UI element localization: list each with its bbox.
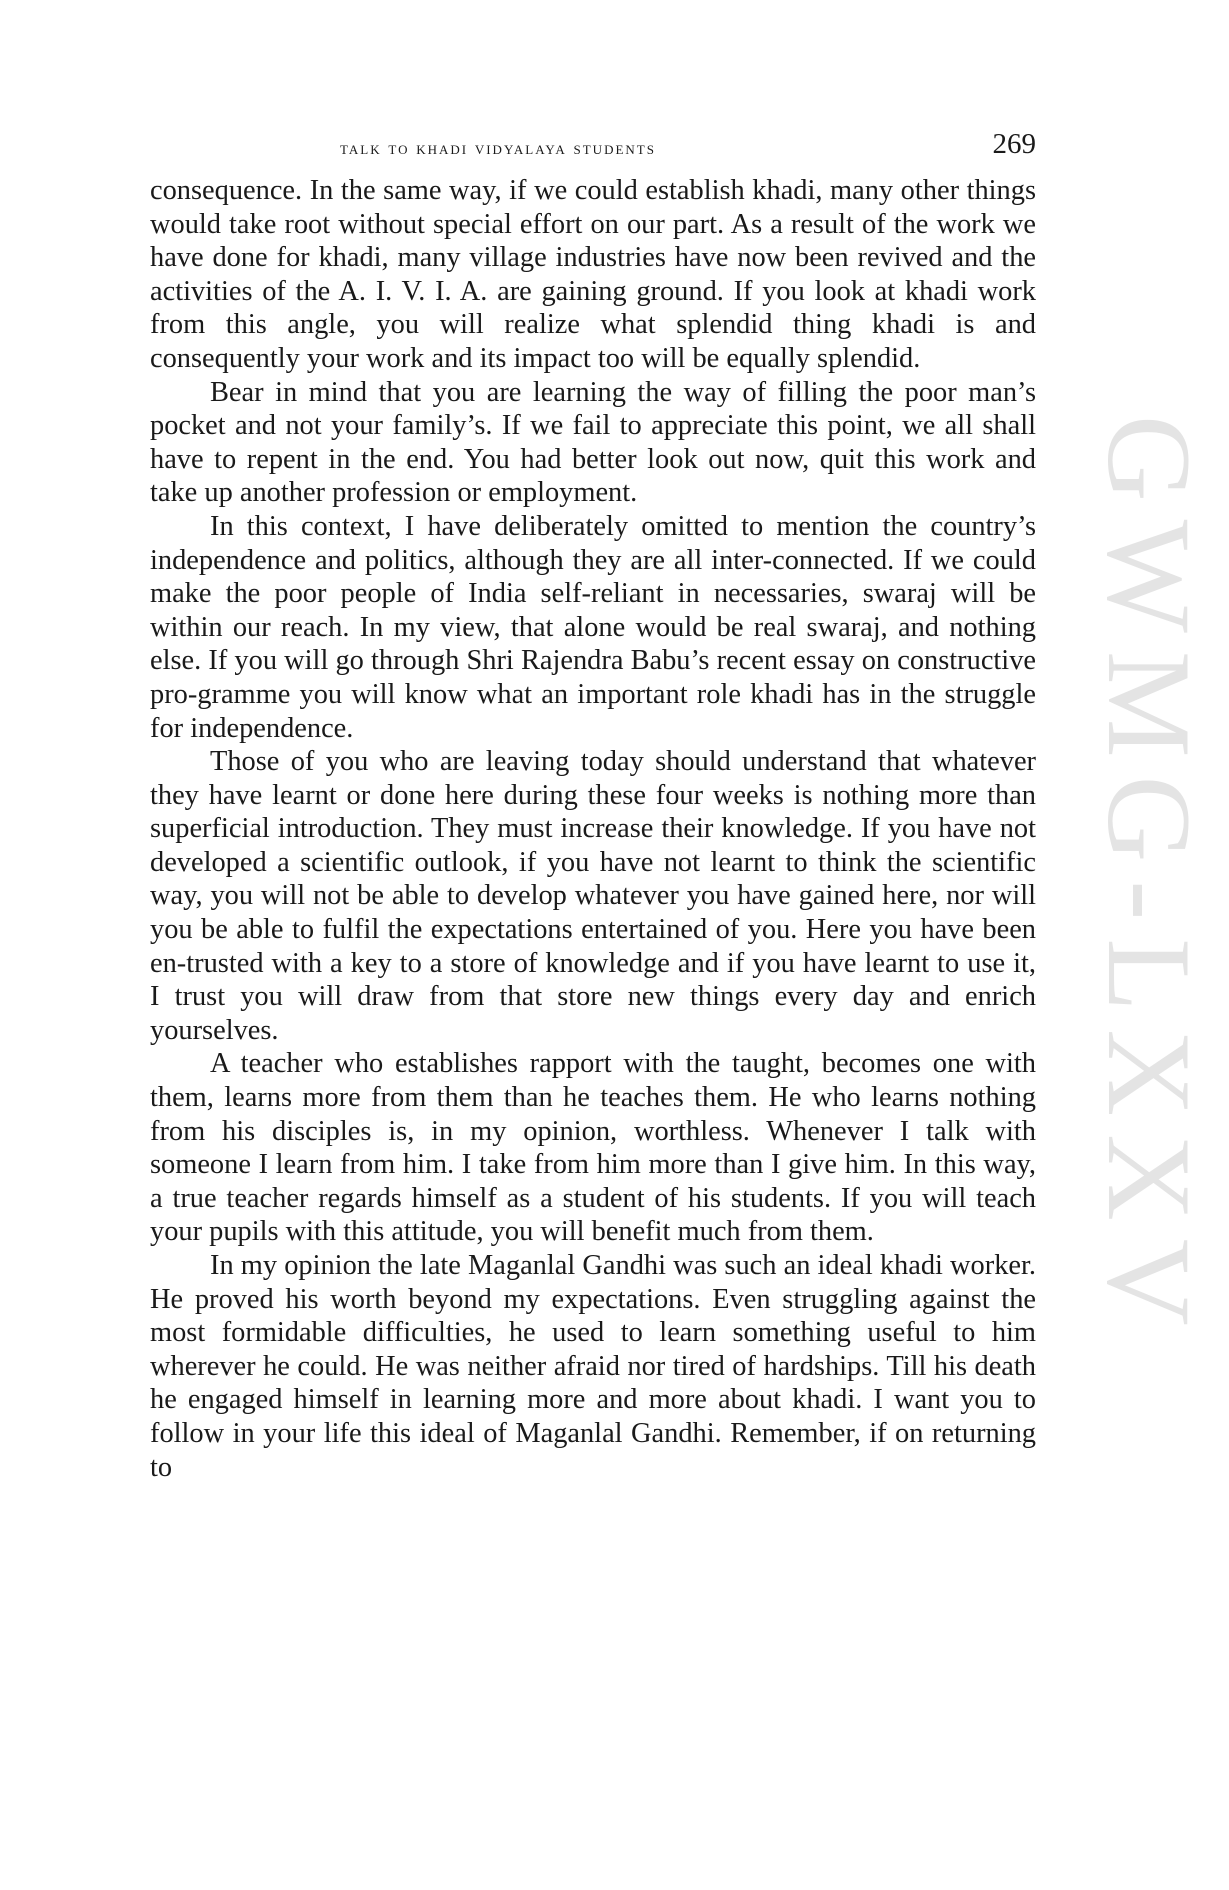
paragraph: In this context, I have deliberately omitted to mention the country’s independence and politics, although they are all inter-connected. If we could make the poor people of India self-reliant in necessaries, swaraj will be within our reach. In my view, that alone would be real swaraj, and nothing else. If you will go through Shri Rajendra Babu’s recent essay on constructive pro-gramme you will know what an important role khadi has in the struggle for independence. (150, 510, 1036, 744)
book-page (150, 128, 1036, 1484)
paragraph: consequence. In the same way, if we could establish khadi, many other things would take root without special effort on our part. As a result of the work we have done for khadi, many village industries have now been revived and the activities of the A. I. V. I. A. are gaining ground. If you look at khadi work from this angle, you will realize what splendid thing khadi is and consequently your work and its impact too will be equally splendid. (150, 175, 1036, 374)
paragraph: In my opinion the late Maganlal Gandhi was such an ideal khadi worker. He proved his worth beyond my expectations. Even struggling against the most formidable difficulties, he used to learn something useful to him wherever he could. He was neither afraid nor tired of hardships. Till his death he engaged himself in learning more and more about khadi. I want you to follow in your life this ideal of Maganlal Gandhi. Remember, if on returning to (150, 1250, 1036, 1483)
watermark: GWMG-LXXV (1083, 415, 1216, 1344)
page-number: 269 (992, 128, 1036, 160)
paragraph: Those of you who are leaving today should understand that whatever they have learnt or done here during these four weeks is nothing more than superficial introduction. They must increase their knowledge. If you have not developed a scientific outlook, if you have not learnt to think the scientific way, you will not be able to develop whatever you have gained here, nor will you be able to fulfil the expectations entertained of you. Here you have been en-trusted with a key to a store of knowledge and if you have learnt to use it, I trust you will draw from that store new things every day and enrich yourselves. (150, 746, 1036, 1046)
running-head (150, 128, 1036, 168)
paragraph: A teacher who establishes rapport with the taught, becomes one with them, learns more from them than he teaches them. He who learns nothing from his disciples is, in my opinion, worthless. Whenever I talk with someone I learn from him. I take from him more than I give him. In this way, a true teacher regards himself as a student of his students. If you will teach your pupils with this attitude, you will benefit much from them. (150, 1048, 1036, 1248)
paragraph: Bear in mind that you are learning the way of filling the poor man’s pocket and not your family’s. If we fail to appreciate this point, we all shall have to repent in the end. You had better look out now, quit this work and take up another profession or employment. (150, 376, 1036, 509)
body-text (150, 174, 1036, 1484)
running-title: talk to khadi vidyalaya students (340, 138, 656, 159)
